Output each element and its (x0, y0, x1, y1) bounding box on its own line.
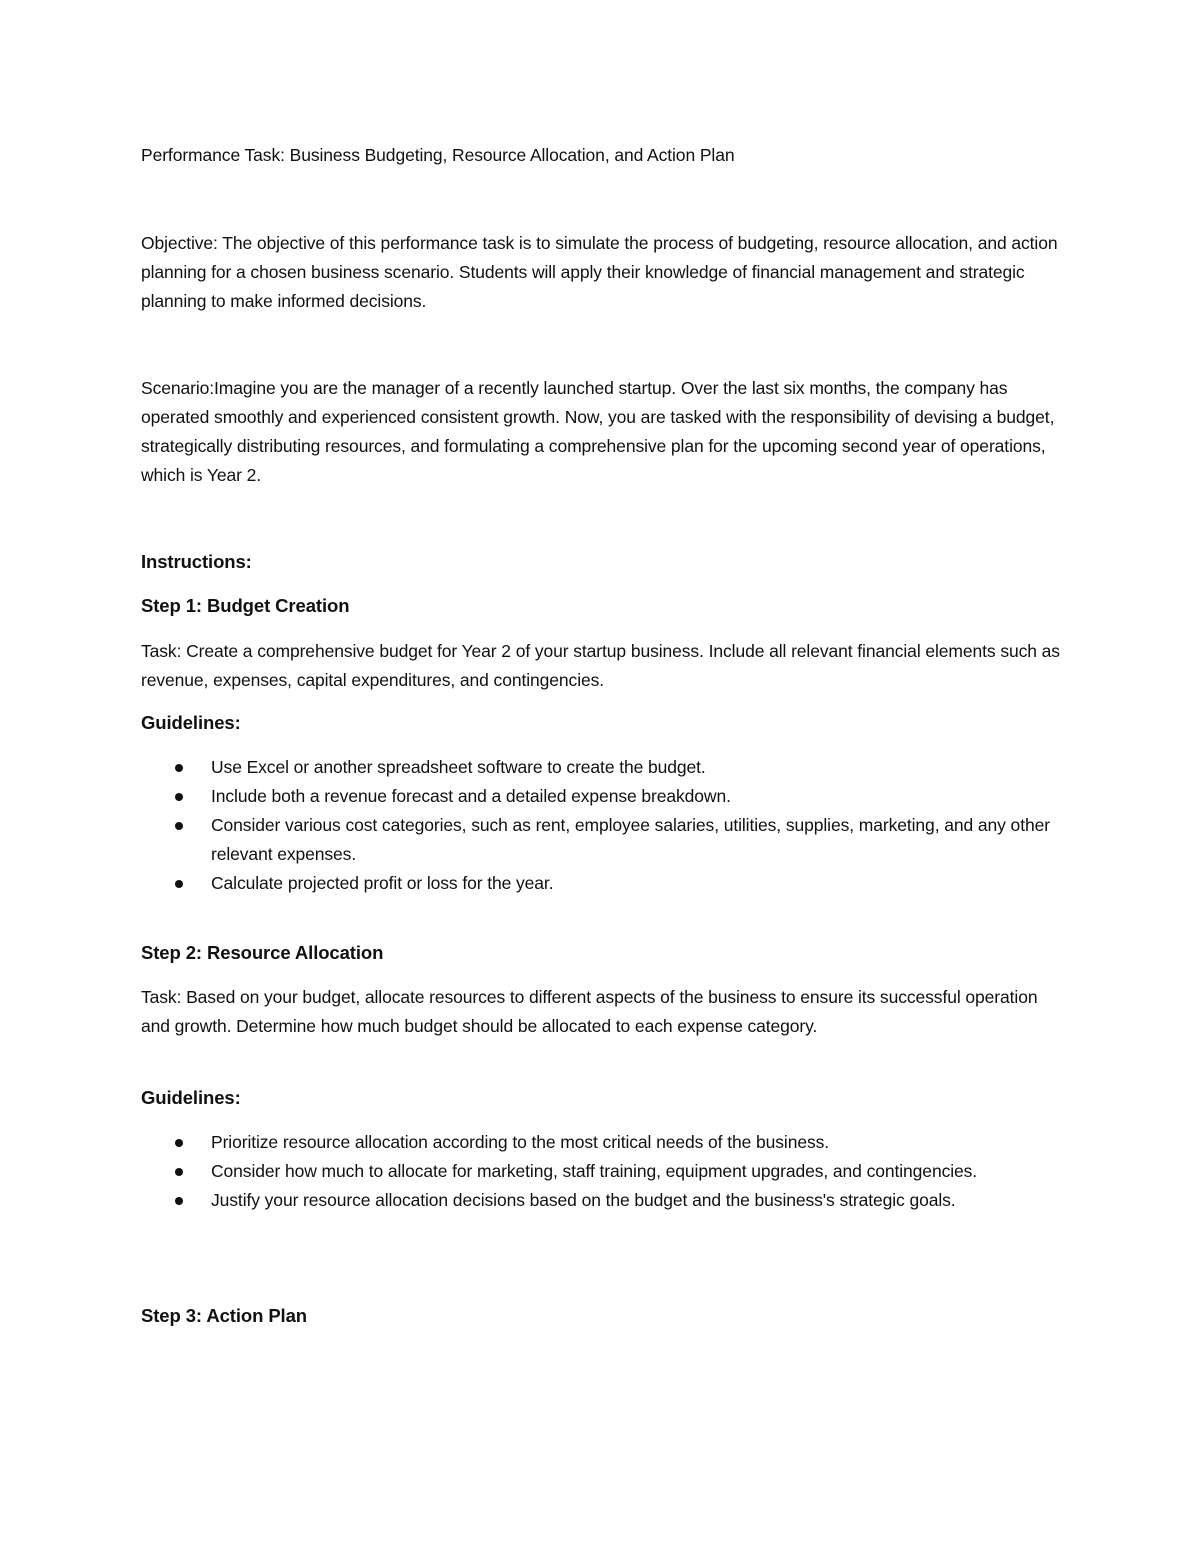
list-item-text: Consider how much to allocate for marketing, staff training, equipment upgrades, and contingencies. (211, 1161, 978, 1181)
list-item (141, 753, 1071, 782)
step2-guidelines-heading: Guidelines: (141, 1087, 241, 1108)
step1-guidelines-heading: Guidelines: (141, 712, 241, 733)
list-item (141, 782, 1071, 811)
bullet-icon (175, 764, 183, 772)
list-item-text: Prioritize resource allocation according to the most critical needs of the business. (211, 1132, 830, 1152)
list-item (141, 869, 1071, 898)
instructions-heading: Instructions: (141, 551, 252, 572)
list-item-text: Include both a revenue forecast and a detailed expense breakdown. (211, 786, 731, 806)
bullet-icon (175, 1168, 183, 1176)
list-item-text: Use Excel or another spreadsheet software to create the budget. (211, 757, 706, 777)
bullet-icon (175, 822, 183, 830)
step2-heading: Step 2: Resource Allocation (141, 942, 384, 963)
list-item (141, 811, 1071, 869)
list-item-text: Calculate projected profit or loss for the year. (211, 873, 554, 893)
step2-guidelines-list (141, 1128, 1071, 1215)
list-item (141, 1128, 1071, 1157)
bullet-icon (175, 880, 183, 888)
list-item (141, 1186, 1071, 1215)
step1-heading: Step 1: Budget Creation (141, 595, 350, 616)
objective-paragraph: Objective: The objective of this performance task is to simulate the process of budgeting, resource allocation, and action planning for a chosen business scenario. Students will apply their knowledge of financial management and strategic planning to make informed decisions. (141, 233, 1058, 311)
bullet-icon (175, 1139, 183, 1147)
step1-guidelines-list (141, 753, 1071, 898)
bullet-icon (175, 793, 183, 801)
bullet-icon (175, 1197, 183, 1205)
step2-task-paragraph: Task: Based on your budget, allocate resources to different aspects of the business to ensure its successful operation and growth. Determine how much budget should be allocated to each expense category. (141, 987, 1038, 1036)
step1-task-paragraph: Task: Create a comprehensive budget for Year 2 of your startup business. Include all relevant financial elements such as revenue, expenses, capital expenditures, and contingencies. (141, 641, 1060, 690)
list-item-text: Justify your resource allocation decisions based on the budget and the business's strategic goals. (211, 1190, 956, 1210)
list-item (141, 1157, 1071, 1186)
document-title: Performance Task: Business Budgeting, Resource Allocation, and Action Plan (141, 145, 735, 165)
step3-heading: Step 3: Action Plan (141, 1305, 307, 1326)
list-item-text: Consider various cost categories, such as rent, employee salaries, utilities, supplies, marketing, and any other relevant expenses. (211, 815, 1050, 864)
scenario-paragraph: Scenario:Imagine you are the manager of a recently launched startup. Over the last six months, the company has operated smoothly and experienced consistent growth. Now, you are tasked with the responsibility of devising a budget, strategically distributing resources, and formulating a comprehensive plan for the upcoming second year of operations, which is Year 2. (141, 378, 1055, 485)
